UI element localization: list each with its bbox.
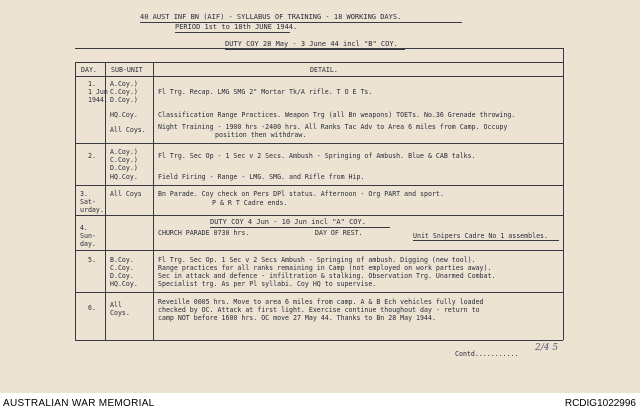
day-6-detail-2: checked by OC. Attack at first light. Exercise continue thoughout day - return to <box>158 306 480 314</box>
day-1-year: 1944. <box>88 96 108 104</box>
day-5-unit-b: B.Coy. <box>110 256 134 264</box>
day-1-unit-c: C.Coy.) <box>110 88 138 96</box>
day-1-night-training: Night Training - 1900 hrs -2400 hrs. All Ranks Tac Adv to Area 6 miles from Camp. Occupy <box>158 123 508 131</box>
day-2-hq-detail: Field Firing - Range - LMG. SMG. and Rifle from Hip. <box>158 173 365 181</box>
table-bottom-rule <box>75 340 563 341</box>
day-6-unit-all: All <box>110 301 122 309</box>
column-header-subunit: SUB-UNIT <box>111 66 143 74</box>
day-5-detail-3: Sec in attack and defence - infiltration & stalking. Observation Trg. Unarmed Combat. <box>158 272 496 280</box>
day-2-number: 2. <box>88 152 96 160</box>
row-rule-day2 <box>75 185 563 186</box>
continued-note: Contd........... <box>455 350 519 358</box>
period-underline <box>175 32 290 33</box>
day-3-detail: Bn Parade. Coy check on Pers DPl status. Afternoon - Org PART and sport. <box>158 190 444 198</box>
row-rule-day5 <box>75 292 563 293</box>
day-3-detail-cont: P & R T Cadre ends. <box>212 199 288 207</box>
day-2-unit-c: C.Coy.) <box>110 156 138 164</box>
day-5-detail-2: Range practices for all ranks remaining in Camp (not employed on work parties away). <box>158 264 492 272</box>
day-1-night-training-cont: position then withdraw. <box>215 131 307 139</box>
day-2-detail: Fl Trg. Sec Op - 1 Sec v 2 Secs. Ambush - Springing of Ambush. Blue & CAB talks. <box>158 152 476 160</box>
table-right-border <box>563 48 564 340</box>
section2-underline <box>210 227 390 228</box>
row-rule-day4 <box>75 250 563 251</box>
day-6-detail-3: camp NOT before 1600 hrs. OC move 27 May 44. Thanks to Bn 28 May 1944. <box>158 314 436 322</box>
day-4-snipers-cadre: Unit Snipers Cadre No 1 assembles. <box>413 232 548 240</box>
archive-name: AUSTRALIAN WAR MEMORIAL <box>3 398 155 409</box>
day-6-unit-coys: Coys. <box>110 309 130 317</box>
day-2-hq-unit: HQ.Coy. <box>110 173 138 181</box>
column-header-rule <box>75 62 563 63</box>
day-3-unit: All Coys <box>110 190 142 198</box>
day-4-label-2: day. <box>80 240 96 248</box>
period-line: PERIOD 1st to 18th JUNE 1944. <box>175 23 298 31</box>
snipers-cadre-underline <box>413 240 559 241</box>
table-left-border <box>75 62 76 340</box>
day-5-unit-hq: HQ.Coy. <box>110 280 138 288</box>
subunit-column-divider <box>153 62 154 340</box>
day-4-number: 4. <box>80 224 88 232</box>
day-4-label-1: Sun- <box>80 232 96 240</box>
day-1-date: 1 Jun <box>88 88 108 96</box>
document-title: 40 AUST INF BN (AIF) - SYLLABUS OF TRAINING - 18 WORKING DAYS. <box>140 13 402 21</box>
day-3-label-2: urday. <box>80 206 104 214</box>
section-duty-coy-1: DUTY COY 28 May - 3 June 44 incl "B" COY. <box>225 40 398 48</box>
day-1-hq-unit: HQ.Coy. <box>110 111 138 119</box>
column-header-detail: DETAIL. <box>310 66 338 74</box>
day-5-detail-1: Fl Trg. Sec Op. 1 Sec v 2 Secs Ambush - Springing of ambush. Digging (new tool). <box>158 256 476 264</box>
day-5-detail-4: Specialist trg. As per Pl syllabi. Coy HQ to supervise. <box>158 280 377 288</box>
day-5-unit-c: C.Coy. <box>110 264 134 272</box>
day-1-allcoys-unit: All Coys. <box>110 126 146 134</box>
day-6-number: 6. <box>88 304 96 312</box>
day-5-unit-d: D.Coy. <box>110 272 134 280</box>
handwritten-page-mark: 2/4 5 <box>535 343 559 353</box>
day-2-unit-d: D.Coy.) <box>110 164 138 172</box>
day-3-number: 3. <box>80 190 88 198</box>
day-4-church-parade: CHURCH PARADE 0730 hrs. <box>158 229 250 237</box>
row-rule-day3 <box>75 215 563 216</box>
section1-underline <box>225 49 405 50</box>
column-header-day: DAY. <box>81 66 97 74</box>
archive-footer <box>0 393 640 414</box>
day-1-unit-a: A.Coy.) <box>110 80 138 88</box>
day-1-detail: Fl Trg. Recap. LMG SMG 2" Mortar Tk/A rifle. T O E Ts. <box>158 88 373 96</box>
row-rule-day1 <box>75 143 563 144</box>
day-3-label-1: Sat- <box>80 198 96 206</box>
day-6-detail-1: Reveille 0005 hrs. Move to area 6 miles from camp. A & B Ech vehicles fully loaded <box>158 298 484 306</box>
column-header-bottom-rule <box>75 76 563 77</box>
archive-record-id: RCDIG1022996 <box>564 398 636 409</box>
day-4-day-of-rest: DAY OF REST. <box>315 229 363 237</box>
day-5-number: 5. <box>88 256 96 264</box>
section-duty-coy-2: DUTY COY 4 Jun - 10 Jun incl "A" COY. <box>210 218 366 226</box>
day-1-hq-detail: Classification Range Practices. Weapon Trg (all Bn weapons) TOETs. No.36 Grenade throwing. <box>158 111 516 119</box>
day-2-unit-a: A.Coy.) <box>110 148 138 156</box>
day-1-number: 1. <box>88 80 96 88</box>
day-1-unit-d: D.Coy.) <box>110 96 138 104</box>
